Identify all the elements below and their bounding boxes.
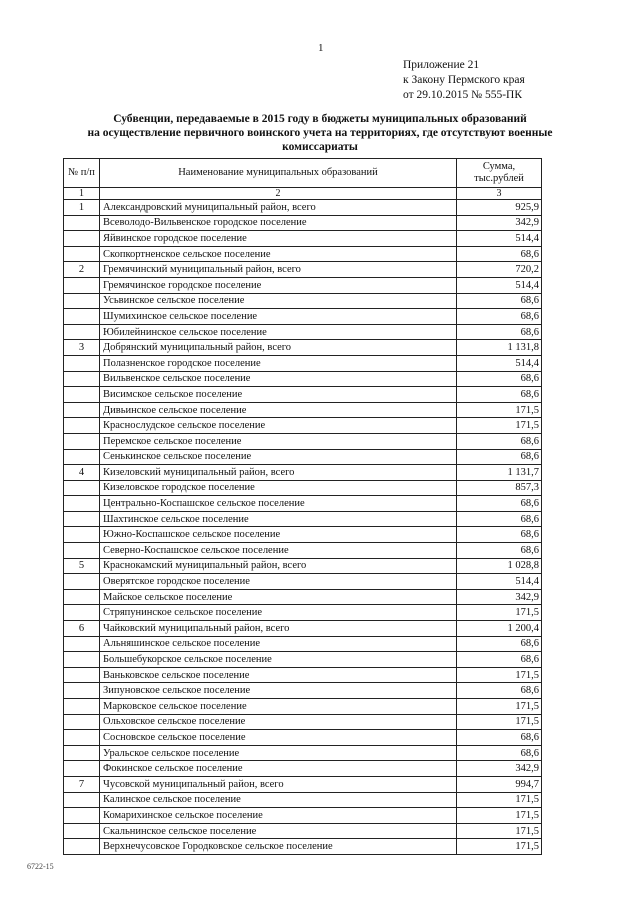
table-row (64, 558, 542, 574)
row-sum: 171,5 (457, 699, 542, 715)
row-sum: 68,6 (457, 543, 542, 559)
subsidy-table (63, 158, 542, 855)
row-num (64, 636, 100, 652)
table-row (64, 293, 542, 309)
row-sum: 1 028,8 (457, 558, 542, 574)
table-row (64, 371, 542, 387)
table-row (64, 636, 542, 652)
table-row (64, 589, 542, 605)
row-sum: 68,6 (457, 246, 542, 262)
table-row (64, 277, 542, 293)
row-sum: 171,5 (457, 823, 542, 839)
row-num: 4 (64, 465, 100, 481)
row-sum: 68,6 (457, 324, 542, 340)
row-name: Северно-Коспашское сельское поселение (100, 543, 457, 559)
title-line-1: Субвенции, передаваемые в 2015 году в бюджеты муниципальных образований (113, 113, 527, 125)
table-row (64, 246, 542, 262)
row-num: 1 (64, 200, 100, 216)
row-num (64, 277, 100, 293)
row-sum: 925,9 (457, 200, 542, 216)
row-sum: 68,6 (457, 636, 542, 652)
row-num (64, 496, 100, 512)
row-num (64, 745, 100, 761)
table-row (64, 605, 542, 621)
appendix-line-3: от 29.10.2015 № 555-ПК (403, 89, 523, 101)
header-sum: Сумма, тыс.рублей (457, 159, 542, 188)
row-name: Зипуновское сельское поселение (100, 683, 457, 699)
table-row (64, 449, 542, 465)
title-line-2: на осуществление первичного воинского учета на территориях, где отсутствуют военные (87, 127, 553, 139)
row-name: Чайковский муниципальный район, всего (100, 621, 457, 637)
appendix-line-1: Приложение 21 (403, 59, 480, 71)
table-row (64, 621, 542, 637)
table-row (64, 839, 542, 855)
row-name: Кизеловский муниципальный район, всего (100, 465, 457, 481)
row-name: Добрянский муниципальный район, всего (100, 340, 457, 356)
row-sum: 68,6 (457, 293, 542, 309)
row-num (64, 418, 100, 434)
row-sum: 171,5 (457, 402, 542, 418)
table-row (64, 433, 542, 449)
table-row (64, 543, 542, 559)
index-cell-3: 3 (457, 188, 542, 200)
row-num: 2 (64, 262, 100, 278)
row-sum: 171,5 (457, 792, 542, 808)
row-num: 6 (64, 621, 100, 637)
row-name: Усьвинское сельское поселение (100, 293, 457, 309)
row-sum: 342,9 (457, 215, 542, 231)
table-row (64, 792, 542, 808)
row-num (64, 293, 100, 309)
row-sum: 1 131,8 (457, 340, 542, 356)
row-num (64, 792, 100, 808)
row-sum: 1 200,4 (457, 621, 542, 637)
row-num (64, 371, 100, 387)
row-sum: 171,5 (457, 667, 542, 683)
table-row (64, 231, 542, 247)
row-name: Александровский муниципальный район, всего (100, 200, 457, 216)
row-num (64, 215, 100, 231)
row-num: 7 (64, 776, 100, 792)
appendix-block (403, 58, 525, 103)
row-name: Сенькинское сельское поселение (100, 449, 457, 465)
row-sum: 720,2 (457, 262, 542, 278)
row-sum: 342,9 (457, 589, 542, 605)
table-row (64, 574, 542, 590)
row-name: Всеволодо-Вильвенское городское поселение (100, 215, 457, 231)
row-num (64, 231, 100, 247)
table-row (64, 511, 542, 527)
row-sum: 68,6 (457, 371, 542, 387)
row-sum: 68,6 (457, 730, 542, 746)
row-name: Шахтинское сельское поселение (100, 511, 457, 527)
row-name: Большебукорское сельское поселение (100, 652, 457, 668)
row-num (64, 699, 100, 715)
table-row (64, 823, 542, 839)
row-name: Яйвинское городское поселение (100, 231, 457, 247)
table-row (64, 496, 542, 512)
row-sum: 171,5 (457, 605, 542, 621)
row-name: Вильвенское сельское поселение (100, 371, 457, 387)
table-row (64, 730, 542, 746)
row-num (64, 808, 100, 824)
row-num (64, 480, 100, 496)
row-sum: 994,7 (457, 776, 542, 792)
table-row (64, 745, 542, 761)
table-row (64, 215, 542, 231)
table-row (64, 652, 542, 668)
row-name: Гремячинское городское поселение (100, 277, 457, 293)
row-num: 5 (64, 558, 100, 574)
row-num (64, 761, 100, 777)
row-num (64, 402, 100, 418)
row-sum: 68,6 (457, 652, 542, 668)
row-name: Уральское сельское поселение (100, 745, 457, 761)
row-sum: 514,4 (457, 231, 542, 247)
row-num (64, 543, 100, 559)
table-row (64, 776, 542, 792)
row-name: Юбилейнинское сельское поселение (100, 324, 457, 340)
row-sum: 68,6 (457, 511, 542, 527)
row-num (64, 309, 100, 325)
row-num (64, 511, 100, 527)
row-name: Краснослудское сельское поселение (100, 418, 457, 434)
table-row (64, 402, 542, 418)
row-num (64, 683, 100, 699)
row-sum: 68,6 (457, 433, 542, 449)
table-row (64, 262, 542, 278)
table-row (64, 340, 542, 356)
row-sum: 68,6 (457, 527, 542, 543)
row-name: Кизеловское городское поселение (100, 480, 457, 496)
row-num (64, 433, 100, 449)
row-num (64, 667, 100, 683)
row-name: Фокинское сельское поселение (100, 761, 457, 777)
table-row (64, 808, 542, 824)
row-name: Сосновское сельское поселение (100, 730, 457, 746)
row-name: Дивьинское сельское поселение (100, 402, 457, 418)
row-sum: 171,5 (457, 808, 542, 824)
row-sum: 857,3 (457, 480, 542, 496)
table-header-row (64, 159, 542, 188)
row-sum: 68,6 (457, 745, 542, 761)
table-row (64, 714, 542, 730)
row-sum: 514,4 (457, 574, 542, 590)
row-num (64, 246, 100, 262)
row-num (64, 324, 100, 340)
row-sum: 171,5 (457, 418, 542, 434)
row-name: Южно-Коспашское сельское поселение (100, 527, 457, 543)
table-index-row (64, 188, 542, 200)
row-sum: 68,6 (457, 496, 542, 512)
table-row (64, 465, 542, 481)
row-sum: 514,4 (457, 355, 542, 371)
table-row (64, 527, 542, 543)
row-name: Альняшинское сельское поселение (100, 636, 457, 652)
row-name: Стряпунинское сельское поселение (100, 605, 457, 621)
row-num (64, 823, 100, 839)
row-num (64, 839, 100, 855)
row-sum: 171,5 (457, 839, 542, 855)
row-sum: 68,6 (457, 449, 542, 465)
row-sum: 171,5 (457, 714, 542, 730)
row-name: Перемское сельское поселение (100, 433, 457, 449)
row-num (64, 527, 100, 543)
row-num (64, 449, 100, 465)
row-sum: 68,6 (457, 309, 542, 325)
row-num (64, 605, 100, 621)
header-name: Наименование муниципальных образований (100, 159, 457, 188)
row-num (64, 652, 100, 668)
row-name: Оверятское городское поселение (100, 574, 457, 590)
row-name: Центрально-Коспашское сельское поселение (100, 496, 457, 512)
row-num (64, 387, 100, 403)
table-row (64, 480, 542, 496)
footer-code: 6722-15 (27, 862, 54, 871)
row-name: Комарихинское сельское поселение (100, 808, 457, 824)
row-name: Гремячинский муниципальный район, всего (100, 262, 457, 278)
table-row (64, 387, 542, 403)
row-name: Скальнинское сельское поселение (100, 823, 457, 839)
row-sum: 1 131,7 (457, 465, 542, 481)
table-row (64, 309, 542, 325)
row-num (64, 574, 100, 590)
table-row (64, 324, 542, 340)
document-title (40, 112, 600, 154)
row-name: Ваньковское сельское поселение (100, 667, 457, 683)
row-name: Висимское сельское поселение (100, 387, 457, 403)
row-sum: 342,9 (457, 761, 542, 777)
row-name: Чусовской муниципальный район, всего (100, 776, 457, 792)
table-row (64, 418, 542, 434)
table-row (64, 683, 542, 699)
row-name: Верхнечусовское Городковское сельское поселение (100, 839, 457, 855)
row-num (64, 714, 100, 730)
row-name: Полазненское городское поселение (100, 355, 457, 371)
row-name: Шумихинское сельское поселение (100, 309, 457, 325)
row-num (64, 589, 100, 605)
title-line-3: комиссариаты (282, 141, 358, 153)
row-name: Скопкортненское сельское поселение (100, 246, 457, 262)
row-num: 3 (64, 340, 100, 356)
table-row (64, 699, 542, 715)
row-sum: 68,6 (457, 387, 542, 403)
row-num (64, 355, 100, 371)
row-name: Калинское сельское поселение (100, 792, 457, 808)
table-row (64, 761, 542, 777)
row-name: Ольховское сельское поселение (100, 714, 457, 730)
row-num (64, 730, 100, 746)
row-sum: 68,6 (457, 683, 542, 699)
table-row (64, 200, 542, 216)
row-name: Майское сельское поселение (100, 589, 457, 605)
page-number: 1 (318, 42, 324, 54)
table-row (64, 667, 542, 683)
header-num: № п/п (64, 159, 100, 188)
row-name: Марковское сельское поселение (100, 699, 457, 715)
table-row (64, 355, 542, 371)
row-sum: 514,4 (457, 277, 542, 293)
appendix-line-2: к Закону Пермского края (403, 74, 525, 86)
index-cell-2: 2 (100, 188, 457, 200)
row-name: Краснокамский муниципальный район, всего (100, 558, 457, 574)
index-cell-1: 1 (64, 188, 100, 200)
